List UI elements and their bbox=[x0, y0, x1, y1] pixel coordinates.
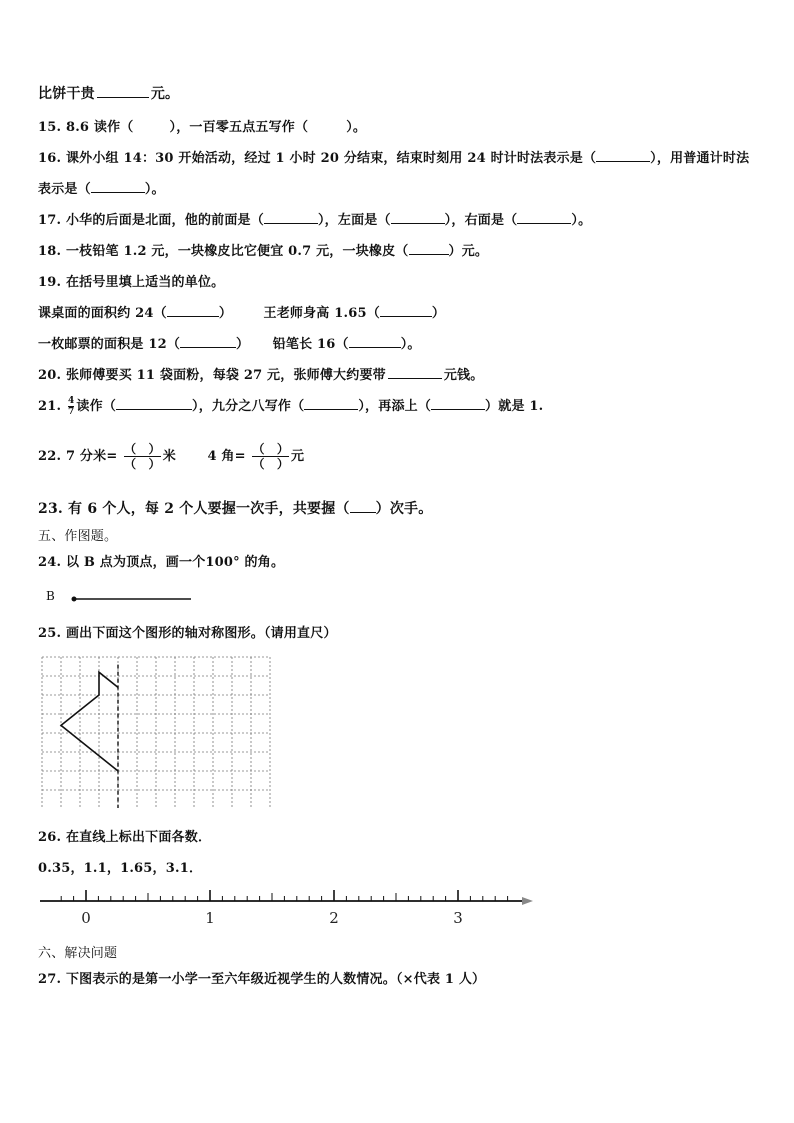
q21-text-d: ）就是 1. bbox=[485, 399, 544, 414]
fraction-denominator-blank[interactable]: （ ） bbox=[252, 457, 290, 471]
q14-tail bbox=[38, 83, 179, 103]
fraction-numerator: 4 bbox=[67, 396, 75, 406]
half-figure bbox=[61, 672, 118, 771]
q16-text-c: 表示是（ bbox=[38, 182, 91, 197]
q15-text-a: 8.6 读作（ bbox=[65, 120, 134, 135]
tick-label: 2 bbox=[329, 909, 339, 926]
question-19-title bbox=[38, 271, 224, 290]
q23-number: 23. bbox=[38, 501, 63, 517]
section-5-title bbox=[38, 525, 117, 544]
q24-number: 24. bbox=[38, 555, 62, 570]
q15-number: 15. bbox=[38, 120, 62, 135]
q17-number: 17. bbox=[38, 213, 62, 228]
q16-number: 16. bbox=[38, 151, 62, 166]
q21-number: 21. bbox=[38, 399, 62, 414]
q24-text: 以 B 点为顶点，画一个100° 的角。 bbox=[65, 555, 285, 570]
q26-number: 26. bbox=[38, 830, 62, 845]
question-22 bbox=[38, 442, 304, 471]
answer-blank[interactable] bbox=[596, 150, 650, 162]
q19-r1-text-c: 王老师身高 1.65（ bbox=[263, 306, 380, 321]
q22-unit-a: 米 bbox=[162, 449, 176, 464]
q25-number: 25. bbox=[38, 626, 62, 641]
q25-text: 画出下面这个图形的轴对称图形。（请用直尺） bbox=[65, 626, 337, 641]
answer-blank[interactable] bbox=[349, 336, 401, 348]
answer-blank[interactable] bbox=[91, 181, 145, 193]
answer-blank[interactable] bbox=[350, 501, 376, 513]
q19-r2-text-b: ） bbox=[236, 337, 250, 352]
fraction-numerator-blank[interactable]: （ ） bbox=[252, 442, 290, 456]
answer-blank[interactable] bbox=[97, 85, 149, 98]
q17-text-a: 小华的后面是北面，他的前面是（ bbox=[65, 213, 264, 228]
answer-blank[interactable] bbox=[391, 212, 445, 224]
tick-label: 0 bbox=[81, 909, 91, 926]
q17-text-c: ），右面是（ bbox=[444, 213, 518, 228]
q19-r2-text-c: 铅笔长 16（ bbox=[272, 337, 349, 352]
q15-text-c: ）。 bbox=[346, 120, 367, 135]
point-b-label: B bbox=[46, 589, 55, 603]
answer-blank[interactable] bbox=[264, 212, 318, 224]
q19-number: 19. bbox=[38, 275, 62, 290]
q21-text-a: 读作（ bbox=[76, 399, 117, 414]
q23-text-a: 有 6 个人，每 2 个人要握一次手，共要握（ bbox=[68, 501, 350, 517]
q26-text: 在直线上标出下面各数． bbox=[65, 830, 212, 845]
q20-text-a: 张师傅要买 11 袋面粉，每袋 27 元，张师傅大约要带 bbox=[65, 368, 386, 383]
answer-blank[interactable] bbox=[380, 305, 432, 317]
fraction-denominator-blank[interactable]: （ ） bbox=[124, 457, 161, 471]
question-15 bbox=[38, 116, 366, 135]
fraction-denominator: 7 bbox=[67, 407, 75, 417]
q16-text-a: 课外小组 14：30 开始活动，经过 1 小时 20 分结束，结束时刻用 24 时计时法表示是（ bbox=[65, 151, 597, 166]
section-6-label: 六、解决问题 bbox=[38, 946, 118, 961]
q18-text-b: ）元。 bbox=[448, 244, 489, 259]
q16-text-b: ），用普通计时法 bbox=[650, 151, 750, 166]
fraction-4-7 bbox=[68, 396, 74, 417]
axis-arrow bbox=[522, 897, 533, 905]
q18-text-a: 一枝铅笔 1.2 元，一块橡皮比它便宜 0.7 元，一块橡皮（ bbox=[65, 244, 409, 259]
q20-text-b: 元钱。 bbox=[443, 368, 484, 383]
question-25 bbox=[38, 622, 337, 641]
section-5-label: 五、作图题。 bbox=[38, 529, 118, 544]
ray-from-b[interactable] bbox=[60, 590, 200, 606]
question-16-line2 bbox=[38, 178, 165, 197]
answer-blank[interactable] bbox=[409, 243, 449, 255]
answer-blank[interactable] bbox=[167, 305, 219, 317]
q22-unit-b: 元 bbox=[291, 449, 305, 464]
question-24 bbox=[38, 551, 284, 570]
q15-text-b: ），一百零五点五写作（ bbox=[169, 120, 309, 135]
q22-number: 22. bbox=[38, 449, 62, 464]
number-line[interactable] bbox=[36, 880, 540, 926]
question-17 bbox=[38, 209, 591, 228]
answer-blank[interactable] bbox=[304, 398, 358, 410]
fraction-answer-box[interactable] bbox=[252, 442, 289, 471]
q16-text-d: ）。 bbox=[144, 182, 165, 197]
section-6-title bbox=[38, 942, 117, 961]
question-16-line1 bbox=[38, 147, 749, 166]
q19-r2-text-d: ）。 bbox=[400, 337, 421, 352]
q19-r1-text-b: ） bbox=[218, 306, 233, 321]
answer-blank[interactable] bbox=[517, 212, 571, 224]
fraction-numerator-blank[interactable]: （ ） bbox=[124, 442, 161, 456]
q18-number: 18. bbox=[38, 244, 62, 259]
q14-text: 比饼干贵 bbox=[38, 86, 95, 102]
answer-blank[interactable] bbox=[388, 366, 442, 379]
question-23 bbox=[38, 498, 432, 518]
q22-text-b: 4 角= bbox=[207, 449, 246, 464]
q14-unit: 元。 bbox=[150, 86, 180, 102]
q20-number: 20. bbox=[38, 368, 62, 383]
tick-label: 1 bbox=[205, 909, 215, 926]
q21-text-c: ），再添上（ bbox=[358, 399, 432, 414]
tick-label: 3 bbox=[453, 909, 463, 926]
question-18 bbox=[38, 240, 488, 259]
q19-r1-text-d: ） bbox=[431, 306, 446, 321]
question-19-row2 bbox=[38, 333, 421, 352]
question-19-row1 bbox=[38, 302, 445, 321]
q27-text: 下图表示的是第一小学一至六年级近视学生的人数情况。（×代表 1 人） bbox=[65, 972, 486, 987]
q21-text-b: ），九分之八写作（ bbox=[192, 399, 305, 414]
answer-blank[interactable] bbox=[116, 398, 192, 410]
answer-blank[interactable] bbox=[180, 336, 236, 348]
q17-text-d: ）。 bbox=[571, 213, 592, 228]
answer-blank[interactable] bbox=[431, 398, 485, 410]
q22-text-a: 7 分米= bbox=[65, 449, 118, 464]
q26-numbers bbox=[38, 857, 202, 876]
question-20 bbox=[38, 364, 483, 383]
question-26 bbox=[38, 826, 211, 845]
q19-r1-text-a: 课桌面的面积约 24（ bbox=[38, 306, 167, 321]
drawing-grid[interactable] bbox=[38, 652, 276, 808]
q26-number-list: 0.35，1.1，1.65，3.1． bbox=[38, 861, 203, 876]
q19-r2-text-a: 一枚邮票的面积是 12（ bbox=[38, 337, 181, 352]
q27-number: 27. bbox=[38, 972, 62, 987]
fraction-answer-box[interactable] bbox=[124, 442, 161, 471]
q19-title: 在括号里填上适当的单位。 bbox=[65, 275, 225, 290]
question-21 bbox=[38, 395, 543, 417]
question-27 bbox=[38, 968, 485, 987]
q23-text-b: ）次手。 bbox=[375, 501, 433, 517]
q17-text-b: ），左面是（ bbox=[317, 213, 391, 228]
